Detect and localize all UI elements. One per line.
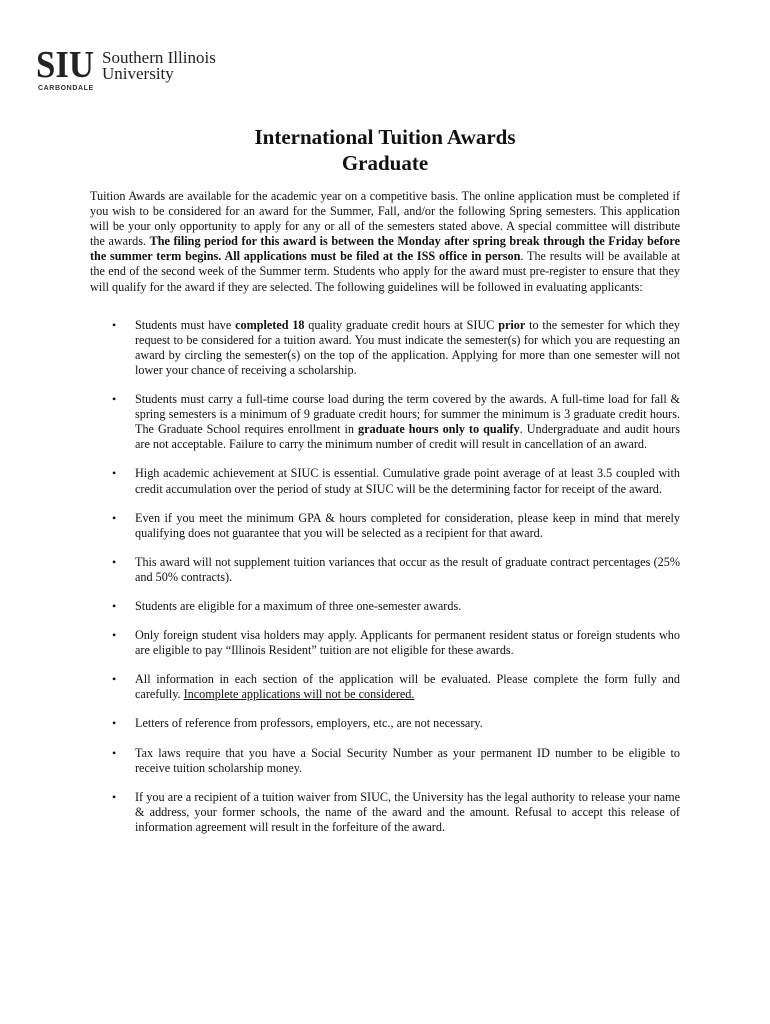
bullet-icon: • [112,672,117,687]
bullet-icon: • [112,789,117,804]
bullet-icon: • [112,317,117,332]
rule-bold: prior [498,317,526,332]
bullet-icon: • [112,466,117,481]
siu-logo-mark-text: SIU [36,46,94,82]
bullet-icon: • [112,510,117,525]
rule-text: . Undergraduate and audit hours are not acceptable. Failure to carry the minimum number of credit will result in cancellation of an award. [135,422,680,452]
siu-logo [36,46,236,96]
intro-bold-filing-period: The filing period for this award is between the Monday after spring break through the Friday before the summer term begins. All applications must be filed at the ISS office in person [90,234,681,264]
list-item [90,628,680,658]
list-item [90,318,680,378]
intro-text-2: . The results will be available at the end of the second week of the Summer term. Students who apply for the award must pre-register to ensure that they will qualify for the award if they are selected. The following guidelines will be followed in evaluating applicants: [90,249,680,294]
list-item [90,466,680,496]
rule-bold: graduate hours only to qualify [358,422,520,437]
logo-name-line2: University [102,64,174,83]
logo-name-line1: Southern Illinois [102,48,216,67]
title-line1: International Tuition Awards [254,125,516,149]
rule-text: Only foreign student visa holders may apply. Applicants for permanent resident status or foreign students who are eligible to pay “Illinois Resident” tuition are not eligible for these awards. [135,628,680,658]
intro-paragraph [90,189,680,295]
rule-text: Students must carry a full-time course load during the term covered by the awards. A full-time load for fall & spring semesters is a minimum of 9 graduate credit hours; for summer the minimum is 3 graduate credit hours. The Graduate School requires enrollment in [135,392,680,437]
rule-text: This award will not supplement tuition variances that occur as the result of graduate contract percentages (25% and 50% contracts). [135,554,680,584]
rule-text: Students must have [135,317,236,332]
rule-text: If you are a recipient of a tuition waiver from SIUC, the University has the legal authority to release your name & address, your former schools, the name of the award and the amount. Refusal to accept this release of information agreement will result in the forfeiture of the award. [135,789,680,834]
rule-text: Letters of reference from professors, employers, etc., are not necessary. [135,716,483,731]
list-item [90,790,680,835]
rule-text: quality graduate credit hours at SIUC [304,317,499,332]
rule-text: Even if you meet the minimum GPA & hours completed for consideration, please keep in mind that merely qualifying does not guarantee that you will be selected as a recipient for that award. [135,510,680,540]
guidelines-list [90,318,680,835]
bullet-icon: • [112,598,117,613]
logo-campus: CARBONDALE [38,85,94,92]
bullet-icon: • [112,745,117,760]
page-title [0,124,770,176]
rule-text: All information in each section of the application will be evaluated. Please complete the form fully and carefully. [135,672,680,702]
list-item [90,599,680,614]
siu-logo-mark [36,46,96,82]
logo-university-name [102,50,216,82]
rule-text: to the semester for which they request to be considered for a tuition award. You must indicate the semester(s) for which you are requesting an award by circling the semester(s) on the top of the application. Applying for more than one semester will not lower your chance of receiving a scholarship. [135,317,680,377]
intro-text-1: Tuition Awards are available for the academic year on a competitive basis. The online application must be completed if you wish to be considered for an award for the Summer, Fall, and/or the following Spring semesters. This application will be your only opportunity to apply for any or all of the semesters stated above. A special committee will distribute the awards. [90,189,680,249]
list-item [90,746,680,776]
title-line2: Graduate [341,151,429,175]
list-item [90,392,680,452]
bullet-icon: • [112,628,117,643]
rule-text: Students are eligible for a maximum of three one-semester awards. [135,598,462,613]
list-item [90,716,680,731]
bullet-icon: • [112,716,117,731]
list-item [90,555,680,585]
bullet-icon: • [112,392,117,407]
bullet-icon: • [112,554,117,569]
list-item [90,672,680,702]
rule-text: High academic achievement at SIUC is essential. Cumulative grade point average of at least 3.5 coupled with credit accumulation over the period of study at SIUC will be the determining factor for receipt of the award. [135,466,680,496]
rule-underlined: Incomplete applications will not be considered. [183,687,415,702]
document-body [90,189,680,835]
rule-bold: completed 18 [235,317,305,332]
list-item [90,511,680,541]
rule-text: Tax laws require that you have a Social Security Number as your permanent ID number to be eligible to receive tuition scholarship money. [135,745,680,775]
